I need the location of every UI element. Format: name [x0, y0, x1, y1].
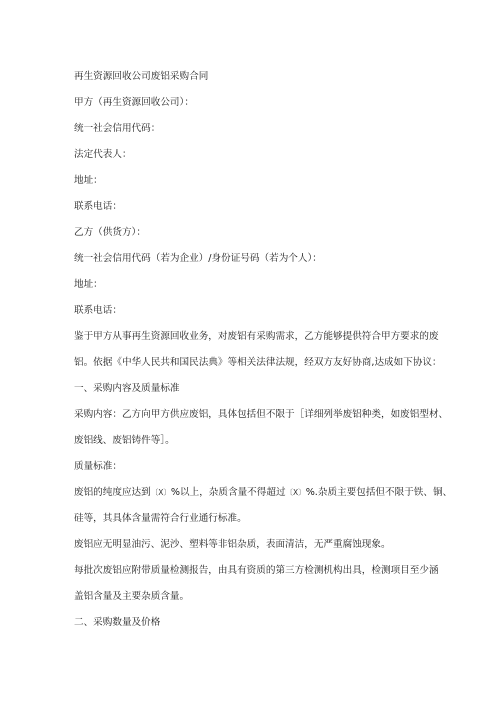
- cleanliness-line: 废铝应无明显油污、泥沙、塑料等非铝杂质，表面清洁，无严重腐蚀现象。: [74, 539, 391, 550]
- purity-placeholder-1: 〔X〕: [150, 488, 171, 497]
- contract-title: 再生资源回收公司废铝采购合同: [74, 71, 209, 82]
- phone-a-label: 联系电话：: [74, 201, 122, 212]
- report-line-1: 每批次废铝应附带质量检测报告，由具有资质的第三方检测机构出具，检测项目至少涵: [74, 565, 439, 576]
- phone-b-label: 联系电话：: [74, 305, 122, 316]
- address-a-label: 地址：: [74, 175, 103, 186]
- purity-line-1: [74, 480, 453, 506]
- purity-text-a: 废铝的纯度应达到: [74, 487, 151, 498]
- report-line-2: 盖铝含量及主要杂质含量。: [74, 591, 190, 602]
- purity-placeholder-2: 〔X〕: [285, 488, 306, 497]
- purity-text-c: %.杂质主要包括但不限于铁、铜、: [305, 487, 453, 498]
- section-1-heading: 一、采购内容及质量标准: [74, 383, 180, 394]
- legal-rep-label: 法定代表人：: [74, 149, 132, 160]
- purity-line-2: 硅等，其具体含量需符合行业通行标准。: [74, 513, 247, 524]
- document-body: [74, 64, 453, 636]
- credit-code-label: 统一社会信用代码：: [74, 123, 161, 134]
- party-b-label: 乙方（供货方）：: [74, 227, 146, 238]
- preamble-line-2: 铝。依据《中华人民共和国民法典》等相关法律法规，经双方友好协商,达成如下协议：: [74, 357, 442, 368]
- purity-text-b: %以上，杂质含量不得超过: [170, 487, 286, 498]
- credit-code-b-label: 统一社会信用代码（若为企业）/身份证号码（若为个人）：: [74, 253, 322, 264]
- address-b-label: 地址：: [74, 279, 103, 290]
- purchase-content-line-2: 废铝线、废铝铸件等］。: [74, 435, 175, 446]
- party-a-label: 甲方（再生资源回收公司）：: [74, 97, 194, 108]
- purchase-content-line-1: 采购内容：乙方向甲方供应废铝，具体包括但不限于［详细列举废铝种类，如废铝型材、: [74, 409, 449, 420]
- section-2-heading: 二、采购数量及价格: [74, 617, 161, 628]
- quality-heading: 质量标准：: [74, 461, 122, 472]
- preamble-line-1: 鉴于甲方从事再生资源回收业务，对废铝有采购需求，乙方能够提供符合甲方要求的废: [74, 331, 439, 342]
